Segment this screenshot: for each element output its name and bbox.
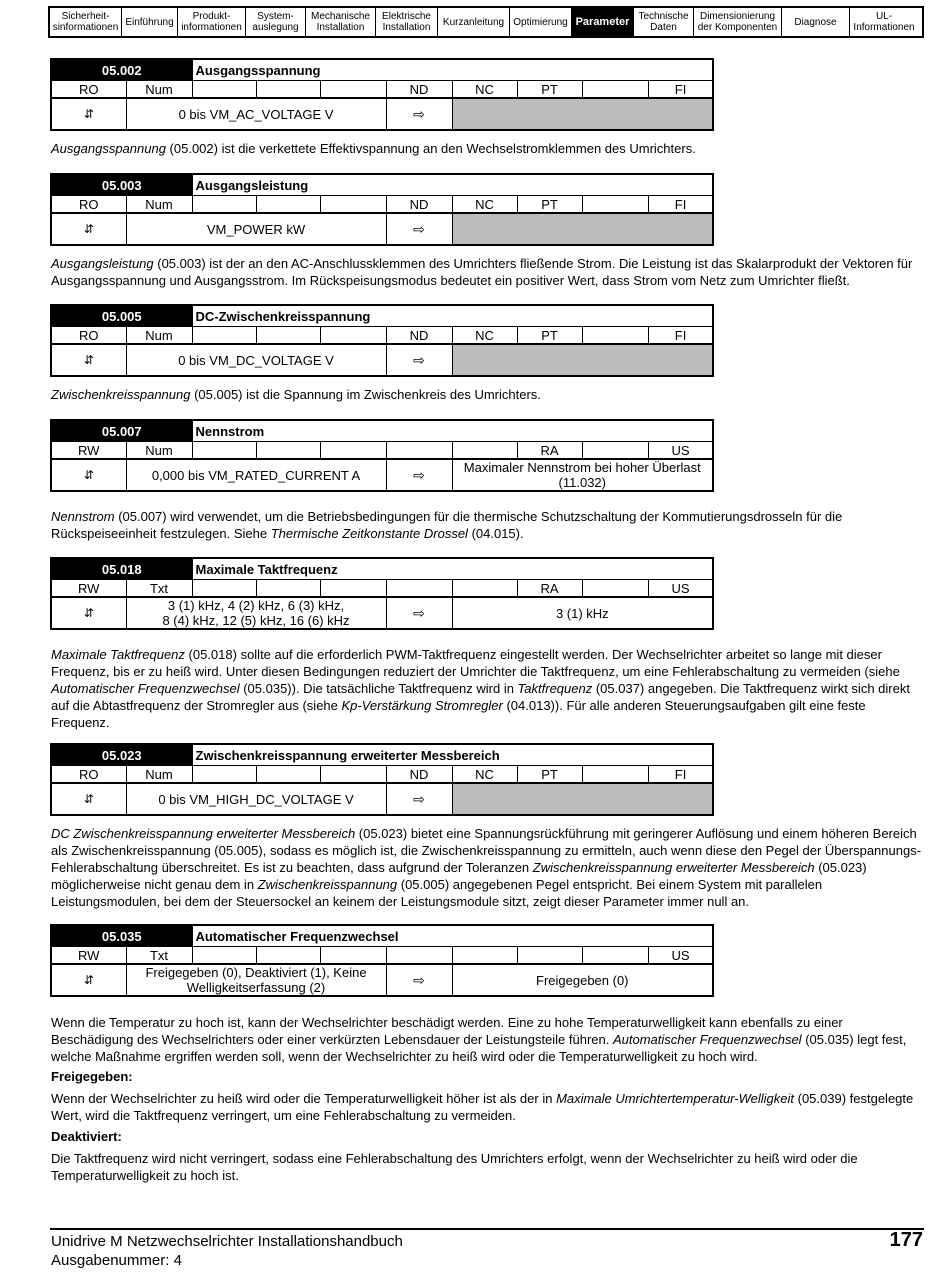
- param-id: 05.018: [51, 558, 192, 580]
- param-attribute: [582, 580, 648, 598]
- param-attribute: [192, 766, 256, 784]
- param-attribute: [582, 81, 648, 99]
- param-range: 0 bis VM_DC_VOLTAGE V: [126, 344, 386, 376]
- param-default: 3 (1) kHz: [452, 597, 713, 629]
- right-arrow-icon: ⇨: [386, 459, 452, 491]
- param-attribute: Num: [126, 327, 192, 345]
- param-attribute: RA: [517, 442, 582, 460]
- param-attribute: RO: [51, 196, 126, 214]
- footer-issue-number: Ausgabenummer: 4: [51, 1252, 182, 1269]
- param-id: 05.035: [51, 925, 192, 947]
- nav-tab-diagnose[interactable]: Diagnose: [782, 8, 850, 36]
- right-arrow-icon: ⇨: [386, 98, 452, 130]
- param-name: Nennstrom: [192, 420, 713, 442]
- nav-tab-optimierung[interactable]: Optimierung: [510, 8, 572, 36]
- param-table-05002: [50, 58, 712, 131]
- param-range: 0,000 bis VM_RATED_CURRENT A: [126, 459, 386, 491]
- up-down-arrow-icon: ⇵: [51, 459, 126, 491]
- param-attribute: FI: [648, 766, 713, 784]
- nav-tab-einführung[interactable]: Einführung: [122, 8, 178, 36]
- nav-tab-mechanische-installation[interactable]: Mechanische Installation: [306, 8, 376, 36]
- param-attribute: [320, 196, 386, 214]
- up-down-arrow-icon: ⇵: [51, 98, 126, 130]
- param-attribute: ND: [386, 766, 452, 784]
- param-attribute: [256, 327, 320, 345]
- param-attribute: PT: [517, 327, 582, 345]
- param-attribute: [192, 580, 256, 598]
- param-attribute: [256, 81, 320, 99]
- nav-tab-system-auslegung[interactable]: System- auslegung: [246, 8, 306, 36]
- param-attribute: NC: [452, 766, 517, 784]
- chapter-navigation: [48, 6, 924, 38]
- param-attribute: FI: [648, 81, 713, 99]
- param-attribute: [386, 442, 452, 460]
- param-attribute: NC: [452, 196, 517, 214]
- param-attribute: [192, 196, 256, 214]
- param-attribute: [582, 196, 648, 214]
- param-attribute: RW: [51, 580, 126, 598]
- up-down-arrow-icon: ⇵: [51, 783, 126, 815]
- param-attribute: [582, 766, 648, 784]
- up-down-arrow-icon: ⇵: [51, 344, 126, 376]
- param-attribute: Num: [126, 196, 192, 214]
- description-05002: Ausgangsspannung (05.002) ist die verkettete Effektivspannung an den Wechselstromklemmen des Umrichters.: [51, 141, 696, 156]
- param-name: Ausgangsspannung: [192, 59, 713, 81]
- param-name: Maximale Taktfrequenz: [192, 558, 713, 580]
- description-05005: Zwischenkreisspannung (05.005) ist die Spannung im Zwischenkreis des Umrichters.: [51, 387, 541, 402]
- up-down-arrow-icon: ⇵: [51, 213, 126, 245]
- param-range: 0 bis VM_AC_VOLTAGE V: [126, 98, 386, 130]
- nav-tab-kurzanleitung[interactable]: Kurzanleitung: [438, 8, 510, 36]
- param-attribute: Num: [126, 766, 192, 784]
- param-default-empty: [452, 783, 713, 815]
- param-attribute: FI: [648, 327, 713, 345]
- param-attribute: [452, 442, 517, 460]
- param-attribute: ND: [386, 81, 452, 99]
- param-range: 0 bis VM_HIGH_DC_VOLTAGE V: [126, 783, 386, 815]
- right-arrow-icon: ⇨: [386, 213, 452, 245]
- param-attribute: NC: [452, 327, 517, 345]
- param-attribute: US: [648, 580, 713, 598]
- param-attribute: [320, 766, 386, 784]
- nav-tab-produkt-informationen[interactable]: Produkt- informationen: [178, 8, 246, 36]
- param-attribute: RO: [51, 81, 126, 99]
- param-table-05023: [50, 743, 712, 816]
- param-name: DC-Zwischenkreisspannung: [192, 305, 713, 327]
- param-attribute: [320, 947, 386, 965]
- param-id: 05.007: [51, 420, 192, 442]
- description-deaktiviert: Die Taktfrequenz wird nicht verringert, sodass eine Fehlerabschaltung des Umrichters erfolgt, wenn der Wechselrichter zu heiß wird oder die Temperaturwelligkeit zu hoch ist.: [51, 1151, 858, 1183]
- param-attribute: [320, 442, 386, 460]
- param-attribute: [452, 580, 517, 598]
- param-name: Automatischer Frequenzwechsel: [192, 925, 713, 947]
- param-attribute: Txt: [126, 947, 192, 965]
- param-attribute: [192, 81, 256, 99]
- param-attribute: [386, 580, 452, 598]
- param-default: Freigegeben (0): [452, 964, 713, 996]
- description-05018: Maximale Taktfrequenz (05.018) sollte auf die erforderlich PWM-Taktfrequenz eingestellt werden. Der Wechselrichter arbeitet so lange mit dieser Frequenz, bis er zu heiß wird. Unter diesen Bedingungen reduziert der Umrichter die Taktfrequenz, um eine Fehlerabschaltung zu vermeiden (siehe Automatischer Frequenzwechsel (05.035)). Die tatsächliche Taktfrequenz wird in Taktfrequenz (05.037) angegeben. Die Taktfrequenz wirkt sich direkt auf die Abtastfrequenz der Stromregler aus (siehe Kp-Verstärkung Stromregler (04.013)). Für alle anderen Steuerungsaufgaben gilt eine feste Frequenz.: [51, 647, 910, 730]
- param-attribute: US: [648, 442, 713, 460]
- footer-divider: [50, 1228, 924, 1230]
- nav-tab-elektrische-installation[interactable]: Elektrische Installation: [376, 8, 438, 36]
- param-attribute: Txt: [126, 580, 192, 598]
- param-attribute: [320, 81, 386, 99]
- subhead-freigegeben: Freigegeben:: [51, 1069, 133, 1084]
- param-id: 05.023: [51, 744, 192, 766]
- footer-document-title: Unidrive M Netzwechselrichter Installationshandbuch: [51, 1233, 403, 1250]
- param-attribute: [582, 442, 648, 460]
- param-attribute: RO: [51, 766, 126, 784]
- nav-tab-sicherheit-sinformationen[interactable]: Sicherheit- sinformationen: [50, 8, 122, 36]
- param-attribute: [256, 196, 320, 214]
- param-default-empty: [452, 213, 713, 245]
- param-attribute: NC: [452, 81, 517, 99]
- description-05035: Wenn die Temperatur zu hoch ist, kann der Wechselrichter beschädigt werden. Eine zu hohe Temperaturwelligkeit kann ebenfalls zu einer Beschädigung des Wechselrichters oder einer verkürzten Lebensdauer der Leistungsteile führen. Automatischer Frequenzwechsel (05.035) legt fest, welche Maßnahme ergriffen werden soll, wenn der Wechselrichter zu heiß wird oder die Temperaturwelligkeit zu hoch wird.: [51, 1015, 907, 1064]
- param-attribute: [256, 442, 320, 460]
- param-name: Zwischenkreisspannung erweiterter Messbereich: [192, 744, 713, 766]
- param-attribute: US: [648, 947, 713, 965]
- subhead-deaktiviert: Deaktiviert:: [51, 1129, 122, 1144]
- param-attribute: RO: [51, 327, 126, 345]
- param-table-05035: [50, 924, 712, 997]
- param-range: Freigegeben (0), Deaktiviert (1), Keine Welligkeitserfassung (2): [126, 964, 386, 996]
- param-default-empty: [452, 98, 713, 130]
- param-attribute: [320, 580, 386, 598]
- param-id: 05.003: [51, 174, 192, 196]
- param-attribute: [192, 327, 256, 345]
- right-arrow-icon: ⇨: [386, 964, 452, 996]
- nav-tab-ul-informationen[interactable]: UL- Informationen: [853, 11, 915, 33]
- param-attribute: [386, 947, 452, 965]
- nav-tab-technische-daten[interactable]: Technische Daten: [634, 8, 694, 36]
- page-number: 177: [889, 1229, 923, 1251]
- param-attribute: [517, 947, 582, 965]
- param-attribute: PT: [517, 81, 582, 99]
- param-name: Ausgangsleistung: [192, 174, 713, 196]
- up-down-arrow-icon: ⇵: [51, 964, 126, 996]
- param-attribute: [320, 327, 386, 345]
- param-attribute: [582, 327, 648, 345]
- param-attribute: [256, 766, 320, 784]
- up-down-arrow-icon: ⇵: [51, 597, 126, 629]
- param-id: 05.002: [51, 59, 192, 81]
- param-table-05003: [50, 173, 712, 246]
- nav-tab-dimensionierung-der-komponenten[interactable]: Dimensionierung der Komponenten: [694, 8, 782, 36]
- description-05003: Ausgangsleistung (05.003) ist der an den AC-Anschlussklemmen des Umrichters fließende Strom. Die Leistung ist das Skalarprodukt der Vektoren für Ausgangsspannung und Ausgangsstrom. Im Rückspeisungsmodus bedeutet ein positiver Wert, dass Strom vom Netz zum Umrichter fließt.: [51, 256, 913, 288]
- param-attribute: Num: [126, 442, 192, 460]
- param-attribute: Num: [126, 81, 192, 99]
- param-table-05018: [50, 557, 712, 630]
- param-attribute: [256, 580, 320, 598]
- param-range: VM_POWER kW: [126, 213, 386, 245]
- param-attribute: [582, 947, 648, 965]
- param-attribute: [256, 947, 320, 965]
- param-default: Maximaler Nennstrom bei hoher Überlast (11.032): [452, 459, 713, 491]
- param-attribute: PT: [517, 766, 582, 784]
- right-arrow-icon: ⇨: [386, 597, 452, 629]
- description-freigegeben: Wenn der Wechselrichter zu heiß wird oder die Temperaturwelligkeit höher ist als der in Maximale Umrichtertemperatur-Welligkeit (05.039) festgelegte Wert, wird die Taktfrequenz verringert, um eine Fehlerabschaltung zu vermeiden.: [51, 1091, 914, 1123]
- param-default-empty: [452, 344, 713, 376]
- param-id: 05.005: [51, 305, 192, 327]
- param-attribute: [192, 442, 256, 460]
- param-attribute: ND: [386, 196, 452, 214]
- description-05007: Nennstrom (05.007) wird verwendet, um die Betriebsbedingungen für die thermische Schutzschaltung der Kommutierungsdrosseln für die Rückspeiseeinheit festzulegen. Siehe Thermische Zeitkonstante Drossel (04.015).: [51, 509, 843, 541]
- param-attribute: RA: [517, 580, 582, 598]
- param-attribute: PT: [517, 196, 582, 214]
- param-attribute: [192, 947, 256, 965]
- description-05023: DC Zwischenkreisspannung erweiterter Messbereich (05.023) bietet eine Spannungsrückführung mit geringerer Auflösung und einem höheren Bereich als Zwischenkreisspannung (05.005), sodass es möglich ist, die Zwischenkreisspannung zu ermitteln, auch wenn diese den Pegel der Überspannungs-Fehlerabschaltung überschreitet. Es ist zu beachten, dass aufgrund der Toleranzen Zwischenkreisspannung erweiterter Messbereich (05.023) möglicherweise nicht genau dem in Zwischenkreisspannung (05.005) angegebenen Pegel entspricht. Bei einem System mit parallelen Leistungsmodulen, bei dem der Steuersockel an keinem der Leistungsmodule sitzt, zeigt dieser Parameter immer null an.: [51, 826, 922, 909]
- param-attribute: ND: [386, 327, 452, 345]
- param-attribute: FI: [648, 196, 713, 214]
- param-table-05007: [50, 419, 712, 492]
- param-attribute: RW: [51, 947, 126, 965]
- param-attribute: RW: [51, 442, 126, 460]
- nav-tab-parameter[interactable]: Parameter: [572, 8, 634, 36]
- param-table-05005: [50, 304, 712, 377]
- right-arrow-icon: ⇨: [386, 783, 452, 815]
- param-range: 3 (1) kHz, 4 (2) kHz, 6 (3) kHz, 8 (4) kHz, 12 (5) kHz, 16 (6) kHz: [126, 597, 386, 629]
- right-arrow-icon: ⇨: [386, 344, 452, 376]
- param-attribute: [452, 947, 517, 965]
